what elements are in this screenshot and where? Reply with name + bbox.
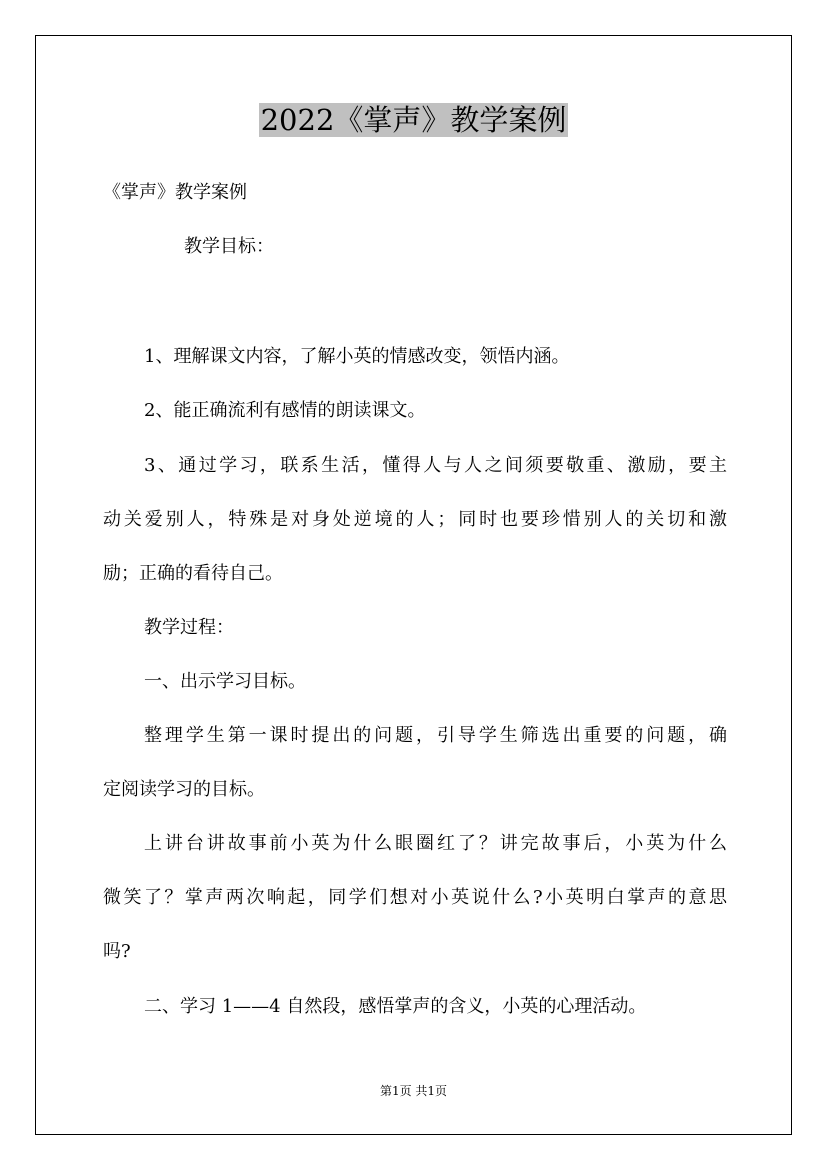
questions-line-1: 上讲台讲故事前小英为什么眼圈红了？讲完故事后，小英为什么 — [144, 833, 727, 854]
objective-3-line-1: 3、通过学习，联系生活，懂得人与人之间须要敬重、激励，要主 — [144, 455, 727, 476]
document-title — [0, 99, 827, 141]
objectives-heading: 教学目标： — [184, 236, 274, 257]
objective-2: 2、能正确流利有感情的朗读课文。 — [144, 400, 426, 421]
questions-line-2: 微笑了？掌声两次响起，同学们想对小英说什么?小英明白掌声的意思 — [103, 887, 727, 908]
process-heading: 教学过程： — [144, 617, 234, 638]
page-footer: 第1页 共1页 — [379, 1084, 448, 1098]
questions-line-3: 吗? — [103, 941, 131, 962]
document-title-text: 2022《掌声》教学案例 — [260, 103, 567, 137]
step-2-heading: 二、学习 1——4 自然段，感悟掌声的含义，小英的心理活动。 — [144, 996, 647, 1017]
objective-3-line-3: 励；正确的看待自己。 — [103, 563, 283, 584]
step-1-heading: 一、出示学习目标。 — [144, 671, 306, 692]
objective-3-line-2: 动关爱别人，特殊是对身处逆境的人；同时也要珍惜别人的关切和激 — [103, 509, 727, 530]
step-1-text-line-1: 整理学生第一课时提出的问题，引导学生筛选出重要的问题，确 — [144, 725, 727, 746]
document-subtitle: 《掌声》教学案例 — [103, 182, 247, 203]
objective-1: 1、理解课文内容，了解小英的情感改变，领悟内涵。 — [144, 346, 570, 367]
step-1-text-line-2: 定阅读学习的目标。 — [103, 779, 265, 800]
